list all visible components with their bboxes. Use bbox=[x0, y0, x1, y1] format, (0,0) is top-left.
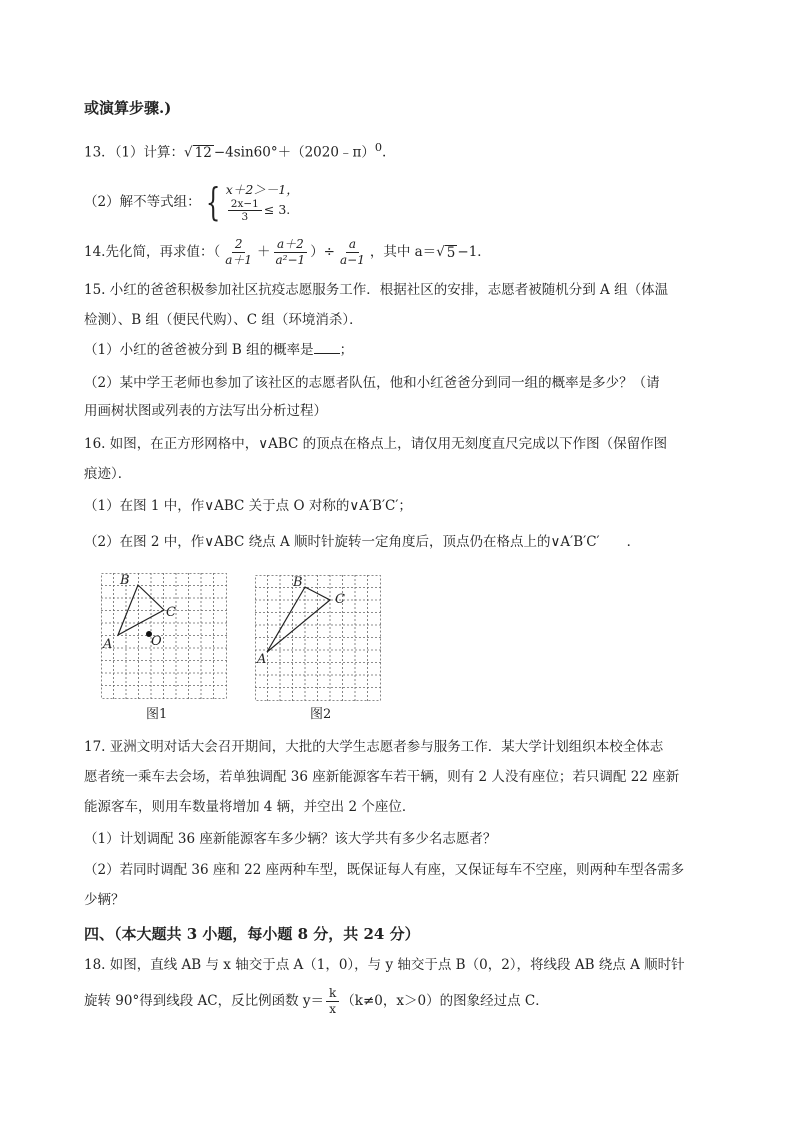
question-text: 旋转 90°得到线段 AC，反比例函数 y＝ bbox=[84, 993, 325, 1009]
fraction-numerator: 2 bbox=[232, 237, 246, 253]
exponent: 0 bbox=[374, 141, 382, 154]
question-14 bbox=[84, 234, 491, 270]
fraction-numerator: 2x−1 bbox=[228, 198, 262, 211]
plus-sign: ＋ bbox=[257, 244, 271, 260]
question-17-part-2: （2）若同时调配 36 座和 22 座两种车型，既保证每人有座，又保证每车不空座，则两种车型各需多 bbox=[84, 862, 685, 878]
condition-text: ，其中 a＝ bbox=[369, 244, 437, 260]
question-16-line-1: 16. 如图，在正方形网格中，∨ABC 的顶点在格点上，请仅用无刻度直尺完成以下作图（保留作图 bbox=[84, 436, 668, 452]
question-17-line-6: 少辆？ bbox=[84, 892, 125, 908]
radicand: 5 bbox=[446, 244, 456, 261]
triangle-abc bbox=[267, 587, 330, 652]
fraction-denominator: 3 bbox=[241, 210, 249, 223]
question-18-line-1: 18. 如图，直线 AB 与 x 轴交于点 A（1，0），与 y 轴交于点 B（0，2），将线段 AB 绕点 A 顺时针 bbox=[84, 957, 685, 973]
fraction-2 bbox=[273, 237, 309, 268]
section-title-tail: 或演算步骤.) bbox=[84, 99, 172, 117]
radicand: 12 bbox=[194, 144, 212, 161]
figure-2-grid bbox=[255, 575, 381, 701]
divide-sign: ）÷ bbox=[310, 244, 335, 260]
question-text: 14.先化简，再求值：（ bbox=[84, 244, 221, 260]
question-17-part-1: （1）计划调配 36 座新能源客车多少辆？该大学共有多少名志愿者？ bbox=[84, 831, 497, 847]
label-a: A bbox=[257, 652, 267, 667]
fraction-numerator: a bbox=[346, 237, 359, 253]
question-13-part-1 bbox=[84, 138, 386, 163]
label-c: C bbox=[335, 592, 345, 607]
question-text: （1）小红的爸爸被分到 B 组的概率是 bbox=[84, 342, 314, 358]
fraction-denominator: a−1 bbox=[340, 252, 365, 267]
figure-2-caption: 图2 bbox=[310, 707, 332, 722]
period: . bbox=[382, 144, 387, 161]
question-17-line-3: 能源客车，则用车数量将增加 4 辆，并空出 2 个座位． bbox=[84, 799, 416, 815]
question-16-part-2: （2）在图 2 中，作∨ABC 绕点 A 顺时针旋转一定角度后，顶点仍在格点上的∨A′B′C′ ． bbox=[84, 534, 641, 550]
question-text-tail: （k≠0，x＞0）的图象经过点 C． bbox=[341, 993, 549, 1009]
part-label: （1）计算： bbox=[114, 144, 185, 161]
inequality-2 bbox=[226, 198, 299, 223]
question-15-part-1 bbox=[84, 340, 353, 360]
inequality-2-tail: ≤ 3. bbox=[263, 201, 291, 217]
question-15-part-2: （2）某中学王老师也参加了该社区的志愿者队伍，他和小红爸爸分到同一组的概率是多少？（请 bbox=[84, 375, 660, 391]
condition-tail: −1． bbox=[457, 244, 491, 260]
fraction-denominator: a²−1 bbox=[275, 252, 306, 267]
fraction-numerator: a＋2 bbox=[274, 237, 307, 253]
fraction-k-over-x bbox=[326, 986, 339, 1017]
fraction-1 bbox=[222, 237, 255, 268]
fraction-denominator: a＋1 bbox=[225, 252, 253, 267]
label-b: B bbox=[120, 573, 130, 588]
question-18-line-2 bbox=[84, 983, 549, 1019]
inequality-1: x＋2＞－1， bbox=[225, 181, 299, 197]
answer-blank[interactable] bbox=[314, 341, 340, 354]
label-o: O bbox=[151, 634, 162, 649]
figure-1-grid bbox=[101, 573, 227, 699]
brace-icon: { bbox=[205, 180, 220, 224]
question-13-part-2 bbox=[84, 180, 299, 224]
question-17-line-1: 17. 亚洲文明对话大会召开期间，大批的大学生志愿者参与服务工作．某大学计划组织本校全体志 bbox=[84, 739, 664, 755]
question-15-line-5: 用画树状图或列表的方法写出分析过程） bbox=[84, 403, 327, 419]
expression: −4sin60°＋（2020﹣π） bbox=[213, 144, 375, 161]
label-b: B bbox=[293, 575, 303, 590]
triangle-abc bbox=[118, 585, 164, 635]
section-4-title: 四、（本大题共 3 小题，每小题 8 分，共 24 分） bbox=[84, 925, 420, 943]
question-16-line-2: 痕迹）． bbox=[84, 466, 132, 482]
figure-1-caption: 图1 bbox=[146, 707, 168, 722]
question-number: 13． bbox=[84, 144, 115, 161]
fraction-numerator: k bbox=[326, 986, 339, 1002]
sqrt-sign: √ bbox=[184, 144, 193, 161]
question-15-line-1: 15. 小红的爸爸积极参加社区抗疫志愿服务工作．根据社区的安排，志愿者被随机分到 A 组（体温 bbox=[84, 282, 669, 298]
fraction-denominator: x bbox=[329, 1001, 337, 1016]
label-a: A bbox=[103, 637, 113, 652]
label-c: C bbox=[166, 605, 176, 620]
question-15-line-2: 检测）、B 组（便民代购）、C 组（环境消杀）． bbox=[84, 312, 363, 328]
fraction-3 bbox=[337, 237, 368, 268]
inequality-system bbox=[201, 182, 299, 223]
punctuation: ； bbox=[339, 342, 354, 358]
part-label: （2）解不等式组： bbox=[84, 194, 201, 210]
question-16-part-1: （1）在图 1 中，作∨ABC 关于点 O 对称的∨A′B′C′； bbox=[84, 498, 412, 514]
sqrt-sign: √ bbox=[436, 244, 445, 260]
question-17-line-2: 愿者统一乘车去会场，若单独调配 36 座新能源客车若干辆，则有 2 人没有座位；若只调配 22 座新 bbox=[84, 769, 680, 785]
